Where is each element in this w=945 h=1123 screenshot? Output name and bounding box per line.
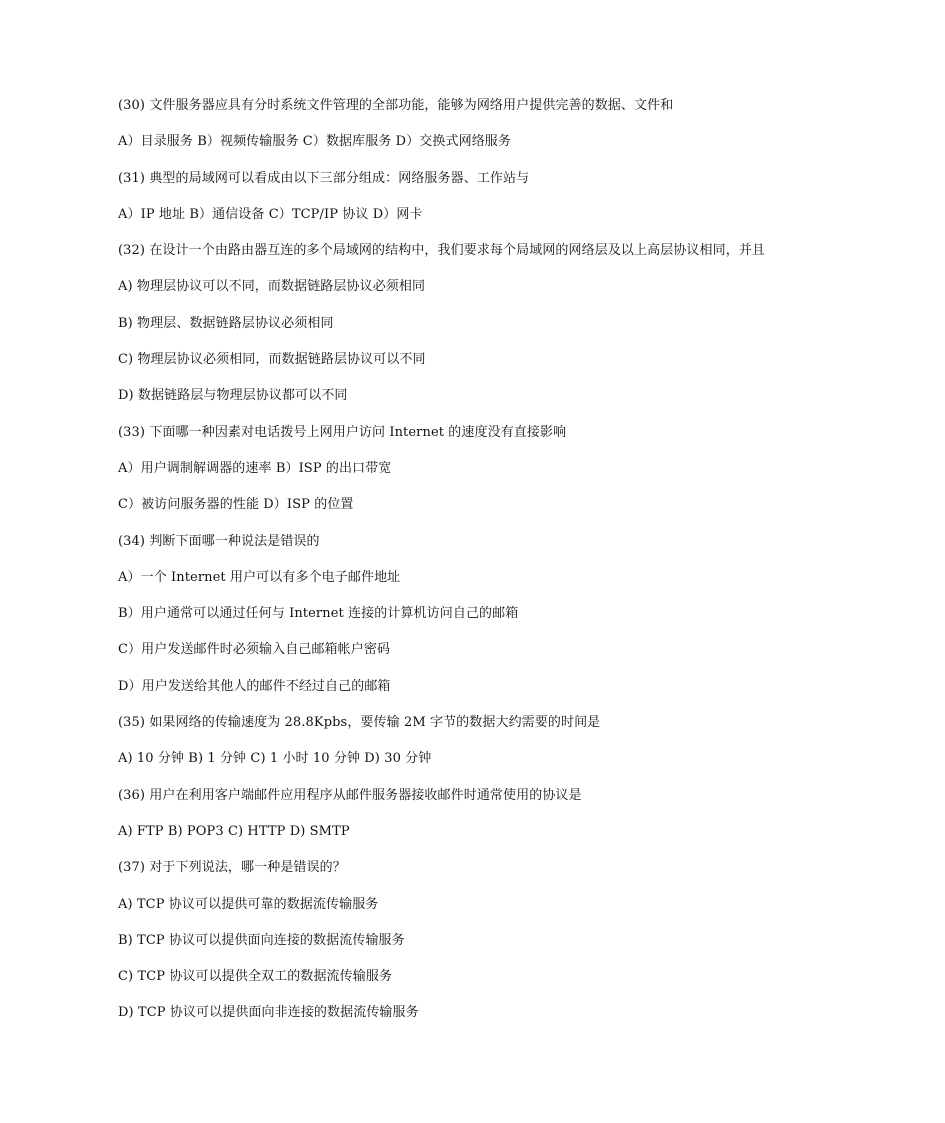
document-body	[118, 96, 918, 1040]
option-34-b: B）用户通常可以通过任何与 Internet 连接的计算机访问自己的邮箱	[118, 606, 519, 622]
question-36: (36) 用户在利用客户端邮件应用程序从邮件服务器接收邮件时通常使用的协议是	[118, 787, 582, 803]
question-30: (30) 文件服务器应具有分时系统文件管理的全部功能，能够为网络用户提供完善的数据、文件和	[118, 98, 674, 113]
options-30: A）目录服务 B）视频传输服务 C）数据库服务 D）交换式网络服务	[118, 134, 512, 150]
option-37-a: A) TCP 协议可以提供可靠的数据流传输服务	[118, 896, 379, 912]
option-37-c: C) TCP 协议可以提供全双工的数据流传输服务	[118, 969, 393, 985]
option-34-c: C）用户发送邮件时必须输入自己邮箱帐户密码	[118, 642, 391, 658]
options-36: A) FTP B) POP3 C) HTTP D) SMTP	[118, 823, 350, 839]
options-33-ab: A）用户调制解调器的速率 B）ISP 的出口带宽	[118, 460, 392, 476]
option-32-c: C) 物理层协议必须相同，而数据链路层协议可以不同	[118, 352, 426, 368]
options-31: A）IP 地址 B）通信设备 C）TCP/IP 协议 D）网卡	[118, 206, 423, 222]
option-34-a: A）一个 Internet 用户可以有多个电子邮件地址	[118, 569, 401, 585]
question-31: (31) 典型的局域网可以看成由以下三部分组成：网络服务器、工作站与	[118, 170, 530, 186]
option-37-d: D) TCP 协议可以提供面向非连接的数据流传输服务	[118, 1005, 419, 1021]
question-35: (35) 如果网络的传输速度为 28.8Kpbs，要传输 2M 字节的数据大约需要的时间是	[118, 715, 601, 731]
question-32: (32) 在设计一个由路由器互连的多个局域网的结构中，我们要求每个局域网的网络层及以上高层协议相同，并且	[118, 243, 766, 259]
question-34: (34) 判断下面哪一种说法是错误的	[118, 533, 320, 549]
question-33: (33) 下面哪一种因素对电话拨号上网用户访问 Internet 的速度没有直接影响	[118, 424, 567, 440]
option-37-b: B) TCP 协议可以提供面向连接的数据流传输服务	[118, 932, 405, 948]
option-32-a: A) 物理层协议可以不同，而数据链路层协议必须相同	[118, 279, 426, 295]
options-35: A) 10 分钟 B) 1 分钟 C) 1 小时 10 分钟 D) 30 分钟	[118, 751, 432, 767]
option-32-b: B) 物理层、数据链路层协议必须相同	[118, 315, 334, 331]
option-34-d: D）用户发送给其他人的邮件不经过自己的邮箱	[118, 678, 391, 694]
option-32-d: D) 数据链路层与物理层协议都可以不同	[118, 388, 348, 404]
question-37: (37) 对于下列说法，哪一种是错误的？	[118, 860, 346, 876]
options-33-cd: C）被访问服务器的性能 D）ISP 的位置	[118, 497, 354, 513]
